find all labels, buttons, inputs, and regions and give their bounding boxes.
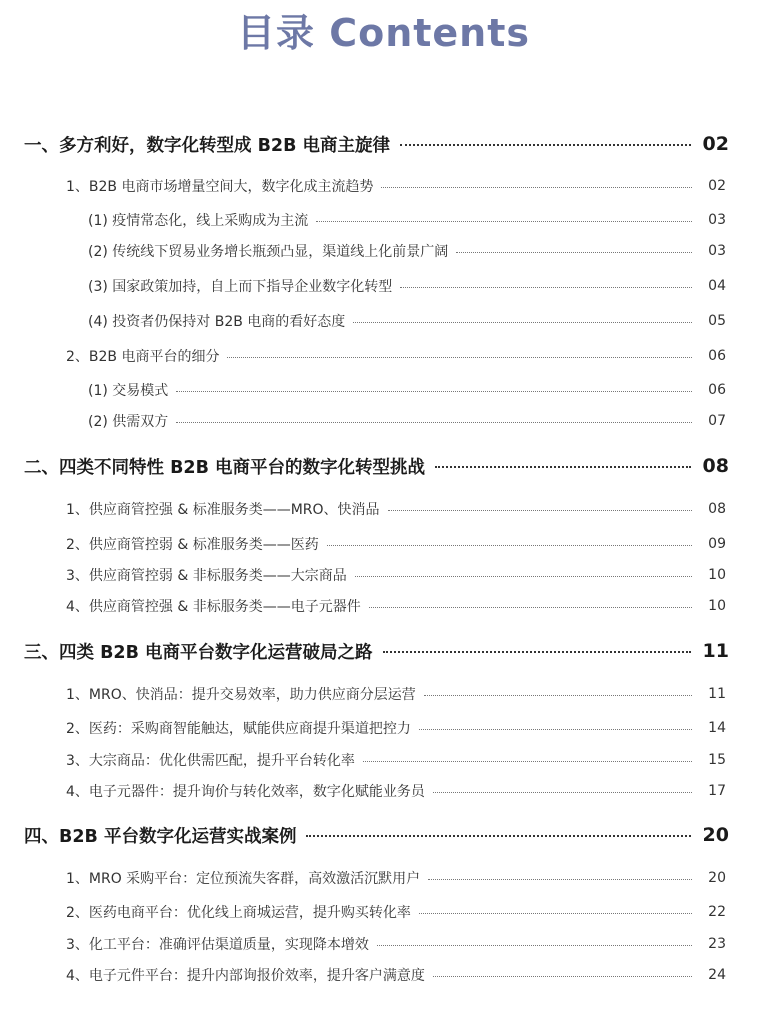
toc-page-number: 07	[708, 413, 726, 429]
toc-subitem[interactable]	[88, 241, 726, 261]
toc-page-number: 03	[708, 212, 726, 228]
toc-leader-dots	[176, 422, 692, 423]
page-title: 目录 Contents	[236, 11, 531, 55]
toc-item-title: 4、供应商管控强 & 非标服务类——电子元器件	[66, 599, 361, 615]
toc-page-number: 22	[708, 904, 726, 920]
toc-item-title: 1、MRO 采购平台：定位预流失客群，高效激活沉默用户	[66, 871, 421, 887]
toc-leader-dots	[400, 144, 691, 146]
toc-page-number: 09	[708, 536, 726, 552]
toc-page-number: 15	[708, 752, 726, 768]
toc-subitem-title: (2) 传统线下贸易业务增长瓶颈凸显，渠道线上化前景广阔	[88, 244, 449, 260]
toc-leader-dots	[433, 976, 692, 977]
toc-page-number: 14	[708, 720, 726, 736]
toc-page-number: 02	[702, 133, 729, 155]
toc-page-number: 08	[708, 501, 726, 517]
toc-leader-dots	[424, 695, 692, 696]
toc-item-title: 3、供应商管控弱 & 非标服务类——大宗商品	[66, 568, 347, 584]
toc-leader-dots	[377, 945, 692, 946]
toc-subitem[interactable]	[88, 411, 726, 431]
toc-leader-dots	[381, 187, 692, 188]
toc-page-number: 17	[708, 783, 726, 799]
toc-leader-dots	[383, 651, 691, 653]
toc-item-title: 3、大宗商品：优化供需匹配，提升平台转化率	[66, 753, 355, 769]
toc-page-number: 04	[708, 278, 726, 294]
toc-leader-dots	[176, 391, 692, 392]
toc-page-number: 23	[708, 936, 726, 952]
toc-leader-dots	[327, 545, 692, 546]
toc-section-title: 二、四类不同特性 B2B 电商平台的数字化转型挑战	[24, 457, 426, 478]
toc-item[interactable]	[66, 596, 726, 616]
toc-item[interactable]	[66, 965, 726, 985]
toc-subitem-title: (3) 国家政策加持，自上而下指导企业数字化转型	[88, 279, 393, 295]
toc-page-number: 11	[702, 640, 729, 662]
toc-item-title: 4、电子元件平台：提升内部询报价效率，提升客户满意度	[66, 968, 425, 984]
toc-leader-dots	[419, 913, 692, 914]
toc-item[interactable]	[66, 934, 726, 954]
toc-page-number: 20	[708, 870, 726, 886]
toc-subitem-title: (4) 投资者仍保持对 B2B 电商的看好态度	[88, 314, 346, 330]
toc-section-3[interactable]	[24, 638, 729, 664]
toc-leader-dots	[369, 607, 692, 608]
toc-subitem-title: (2) 供需双方	[88, 414, 169, 430]
toc-item[interactable]	[66, 750, 726, 770]
toc-item-title: 2、供应商管控弱 & 标准服务类——医药	[66, 537, 319, 553]
toc-page-number: 03	[708, 243, 726, 259]
toc-item[interactable]	[66, 565, 726, 585]
toc-page-number: 08	[702, 455, 729, 477]
toc-leader-dots	[388, 510, 692, 511]
toc-item[interactable]	[66, 684, 726, 704]
toc-item-title: 2、B2B 电商平台的细分	[66, 349, 220, 365]
toc-item[interactable]	[66, 176, 726, 196]
toc-leader-dots	[433, 792, 692, 793]
toc-section-4[interactable]	[24, 822, 729, 848]
toc-item-title: 4、电子元器件：提升询价与转化效率，数字化赋能业务员	[66, 784, 425, 800]
toc-item-title: 3、化工平台：准确评估渠道质量，实现降本增效	[66, 937, 369, 953]
toc-item[interactable]	[66, 346, 726, 366]
toc-page-number: 11	[708, 686, 726, 702]
toc-item-title: 2、医药：采购商智能触达，赋能供应商提升渠道把控力	[66, 721, 411, 737]
toc-leader-dots	[316, 221, 692, 222]
toc-item[interactable]	[66, 534, 726, 554]
toc-page-number: 05	[708, 313, 726, 329]
toc-subitem[interactable]	[88, 276, 726, 296]
toc-subitem[interactable]	[88, 311, 726, 331]
toc-page-number: 06	[708, 348, 726, 364]
toc-item-title: 2、医药电商平台：优化线上商城运营，提升购买转化率	[66, 905, 411, 921]
toc-item[interactable]	[66, 902, 726, 922]
toc-item-title: 1、MRO、快消品：提升交易效率，助力供应商分层运营	[66, 687, 416, 703]
toc-leader-dots	[456, 252, 692, 253]
toc-leader-dots	[353, 322, 692, 323]
toc-subitem[interactable]	[88, 210, 726, 230]
toc-page-number: 20	[702, 824, 729, 846]
toc-item-title: 1、B2B 电商市场增量空间大，数字化成主流趋势	[66, 179, 374, 195]
toc-section-title: 四、B2B 平台数字化运营实战案例	[24, 826, 297, 847]
toc-page-number: 02	[708, 178, 726, 194]
toc-item[interactable]	[66, 718, 726, 738]
toc-leader-dots	[306, 835, 690, 837]
toc-section-1[interactable]	[24, 131, 729, 157]
toc-page-number: 06	[708, 382, 726, 398]
toc-page-number: 24	[708, 967, 726, 983]
toc-item[interactable]	[66, 499, 726, 519]
toc-leader-dots	[355, 576, 692, 577]
toc-section-2[interactable]	[24, 453, 729, 479]
toc-leader-dots	[428, 879, 692, 880]
toc-section-title: 一、多方利好，数字化转型成 B2B 电商主旋律	[24, 135, 391, 156]
toc-page-number: 10	[708, 567, 726, 583]
toc-subitem[interactable]	[88, 380, 726, 400]
toc-subitem-title: (1) 交易模式	[88, 383, 169, 399]
toc-item[interactable]	[66, 781, 726, 801]
toc-leader-dots	[363, 761, 692, 762]
toc-subitem-title: (1) 疫情常态化，线上采购成为主流	[88, 213, 309, 229]
toc-section-title: 三、四类 B2B 电商平台数字化运营破局之路	[24, 642, 373, 663]
toc-page-number: 10	[708, 598, 726, 614]
toc-leader-dots	[227, 357, 692, 358]
toc-item[interactable]	[66, 868, 726, 888]
toc-leader-dots	[400, 287, 692, 288]
toc-item-title: 1、供应商管控强 & 标准服务类——MRO、快消品	[66, 502, 380, 518]
toc-leader-dots	[419, 729, 692, 730]
toc-leader-dots	[435, 466, 691, 468]
